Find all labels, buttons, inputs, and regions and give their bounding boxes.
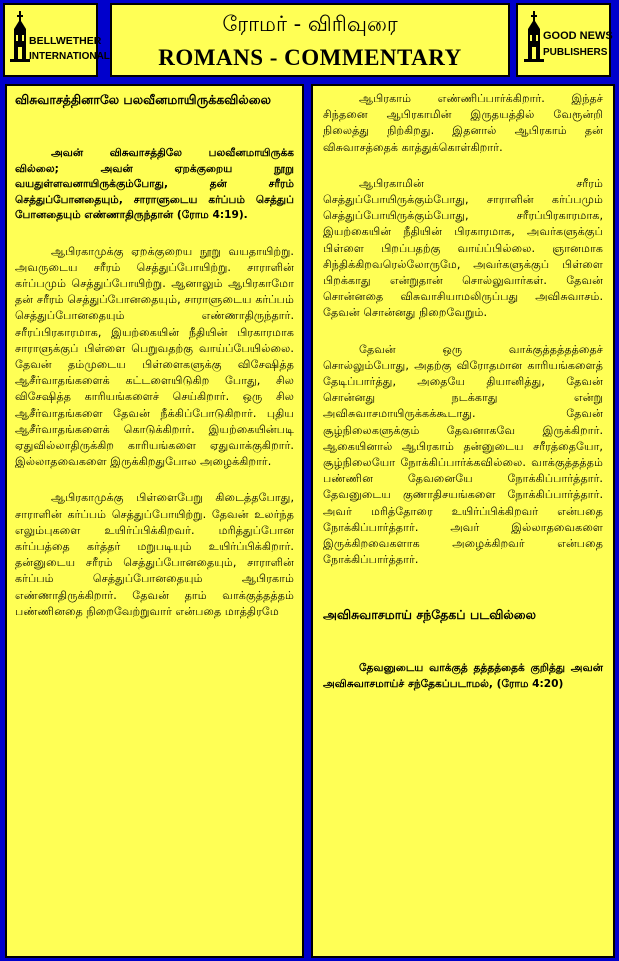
right-column — [311, 84, 615, 958]
church-icon — [5, 5, 110, 75]
body-paragraph: ஆபிரகாமுக்கு ஏறக்குறைய நூறு வயதாயிற்று. அவருடைய சரீரம் செத்துப்போயிற்று. சாராளின் கர்ப்பமும் செத்துப்போயிற்று. ஆனாலும் ஆபிரகாமோ தன் சரீரம் செத்துப்போனதையும், சாராளுடைய கர்ப்பம் செத்துப்போனதையும் எண்ணாதிருந்தார். சரீரப்பிரகாரமாக, இயற்கையின் நீதியின் பிரகாரமாக சாராளுக்குப் பிள்ளை பெறுவதற்கு வாய்ப்பேயில்லை. தேவன் தம்முடைய பிள்ளைகளுக்கு விசேஷித்த ஆசீர்வாதங்களைக் கட்டளையிடுகிற போது, சில விசேஷித்த காரியங்களைச் செய்கிறார். ஒரு சில ஆசீர்வாதங்களை தேவன் நீக்கிப்போடுகிறார். புதிய ஆசீர்வாதங்களைக் கொடுக்கிறார். இயற்கையின்படி ஏதுவில்லாதிருக்கிற காரியங்களை ஏதுவாக்குகிறார். இல்லாதவைகளை இருக்கிறதுபோல அழைக்கிறார். — [15, 244, 294, 469]
title-english: ROMANS - COMMENTARY — [158, 45, 462, 70]
left-logo-line1: BELLWETHER — [29, 35, 102, 47]
section-heading: விசுவாசத்தினாலே பலவீனமாயிருக்கவில்லை — [15, 92, 271, 107]
right-logo-line2: PUBLISHERS — [543, 47, 608, 58]
body-paragraph: தேவன் ஒரு வாக்குத்தத்தத்தைச் சொல்லும்போது, அதற்கு விரோதமான காரியங்களைத் தேடிப்பார்த்து, அதையே தியானித்து, தேவன் சொன்னது நடக்காது என்று அவிசுவாசமாயிருக்கக்கூடாது. தேவன் சூழ்நிலைகளுக்கும் தேவனாகவே இருக்கிறார். ஆகையினால் ஆபிரகாம் தன்னுடைய சரீரத்தையோ, சூழ்நிலையோ நோக்கிப்பார்க்கவில்லை. வாக்குத்தத்தம் பண்ணின தேவனையே நோக்கிப்பார்த்தார். தேவனுடைய குணாதிசயங்களை நோக்கிப்பார்த்தார். அவர் மரித்தோரை உயிர்ப்பிக்கிறவர் என்பதை நோக்கிப்பார்த்தார். அவர் இல்லாதவைகளை இருக்கிறவைகளாக அழைக்கிறவர் என்பதை நோக்கிப்பார்த்தார். — [323, 342, 603, 567]
left-logo-line2: INTERNATIONAL — [29, 51, 110, 62]
right-logo-line1: GOOD NEWS — [543, 30, 613, 42]
title-tamil: ரோமர் - விரிவுரை — [222, 12, 398, 36]
left-column — [5, 84, 304, 958]
page-header — [0, 0, 619, 80]
goodnews-logo — [516, 3, 611, 77]
verse-quote: அவன் விசுவாசத்திலே பலவீனமாயிருக்க வில்லை; அவன் ஏறக்குறைய நூறு வயதுள்ளவனாயிருக்கும்போது, தன் சரீரம் செத்துப்போனதையும், சாராளுடைய கர்ப்பம் செத்துப் போனதையும் எண்ணாதிருந்தான் (ரோம 4:19). — [15, 147, 294, 221]
verse-quote: தேவனுடைய வாக்குத் தத்தத்தைக் குறித்து அவன் அவிசுவாசமாய்ச் சந்தேகப்படாமல், (ரோம 4:20) — [323, 662, 603, 690]
body-paragraph: ஆபிரகாமின் சரீரம் செத்துப்போயிருக்கும்போது, சாராளின் கர்ப்பமும் செத்துப்போயிருக்கும்போது, சரீரப்பிரகாரமாக, இயற்கையின் நீதியின் பிரகாரமாக, அவர்களுக்குப் பிள்ளை பிறப்பதற்கு வாய்ப்பில்லை. ஞானமாக சிந்திக்கிறவரெல்லோருமே, அவர்களுக்குப் பிள்ளை பிறக்காது என்றுதான் சொல்லுவார்கள். தேவன் சொன்னதை விசுவாசியாமலிருப்பது அவிசுவாசம். தேவன் சொன்னது நிறைவேறும். — [323, 176, 603, 320]
title-box — [110, 3, 510, 77]
body-paragraph: ஆபிரகாமுக்கு பிள்ளைபேறு கிடைத்தபோது, சாராளின் கர்ப்பம் செத்துப்போயிற்று. தேவன் உலர்ந்த எலும்புகளை உயிர்ப்பிக்கிறவர். மரித்துப்போன கர்ப்பத்தை கர்த்தர் மறுபடியும் உயிர்ப்பிக்கிறார். தன்னுடைய சரீரம் செத்துப்போனதையும், சாராளின் கர்ப்பம் செத்துப்போனதையும் ஆபிரகாம் எண்ணாதிருக்கிறார். தேவன் தாம் வாக்குத்தத்தம் பண்ணினதை நிறைவேற்றுவார் என்பதை மாத்திரமே — [15, 491, 294, 618]
bellwether-logo — [3, 3, 110, 77]
body-paragraph: ஆபிரகாம் எண்ணிப்பார்க்கிறார். இந்தச் சிந்தனை ஆபிரகாமின் இருதயத்தில் வேரூன்றி நிலைத்து நிற்கிறது. இதனால் ஆபிரகாம் தன் விசுவாசத்தைக் காத்துக்கொள்கிறார். — [323, 92, 603, 154]
church-icon — [518, 5, 613, 75]
section-heading: அவிசுவாசமாய் சந்தேகப் படவில்லை — [323, 607, 537, 623]
